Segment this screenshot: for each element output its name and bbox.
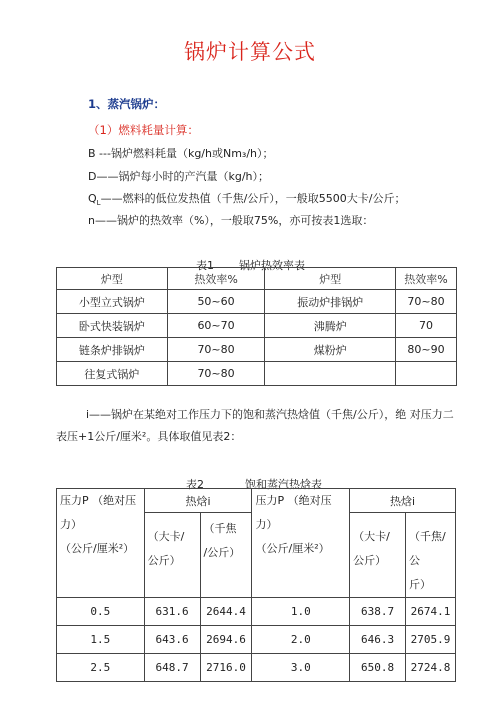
table-cell: 小型立式锅炉 — [57, 290, 168, 314]
table-header-row — [57, 268, 457, 290]
unit-kj-left: （千焦 /公斤） — [200, 513, 252, 598]
table1-caption-title: 锅炉热效率表 — [239, 259, 305, 272]
table-cell: 振动炉排锅炉 — [265, 290, 396, 314]
enthalpy-header-right: 热焓i — [350, 489, 456, 513]
table-cell: 2716.0 — [200, 654, 252, 682]
header-cell: 热效率% — [396, 268, 457, 290]
definition-q — [88, 190, 405, 207]
table-header-row — [57, 489, 456, 513]
header-cell: 炉型 — [265, 268, 396, 290]
table-cell: 1.0 — [252, 598, 350, 626]
table-cell: 50~60 — [167, 290, 265, 314]
table-cell: 70~80 — [167, 338, 265, 362]
table-row — [57, 598, 456, 626]
unit-kcal-right: （大卡/ 公斤） — [350, 513, 406, 598]
unit-kcal-left: （大卡/ 公斤） — [144, 513, 200, 598]
table-cell: 60~70 — [167, 314, 265, 338]
table-cell: 638.7 — [350, 598, 406, 626]
table-cell: 2705.9 — [405, 626, 455, 654]
table-cell: 70~80 — [167, 362, 265, 386]
table-cell: 643.6 — [144, 626, 200, 654]
definition-d: D——锅炉每小时的产汽量（kg/h）； — [88, 170, 269, 183]
table-cell: 0.5 — [57, 598, 145, 626]
enthalpy-paragraph-line2: 表压+1公斤/厘米²。具体取值见表2： — [56, 430, 242, 443]
table-cell: 2.0 — [252, 626, 350, 654]
table-cell: 卧式快装锅炉 — [57, 314, 168, 338]
table-cell: 1.5 — [57, 626, 145, 654]
table-row — [57, 626, 456, 654]
table-row — [57, 290, 457, 314]
table-cell: 650.8 — [350, 654, 406, 682]
enthalpy-paragraph-line1: i——锅炉在某绝对工作压力下的饱和蒸汽热焓值（千焦/公斤），绝 对压力二 — [86, 408, 454, 421]
table-cell: 2674.1 — [405, 598, 455, 626]
unit-kj-right: （千焦/ 公 斤） — [405, 513, 455, 598]
table-cell — [396, 362, 457, 386]
table2-caption-number: 表2 — [186, 478, 204, 491]
q-subscript: L — [96, 199, 101, 208]
table-cell: 链条炉排锅炉 — [57, 338, 168, 362]
table2-caption-title: 饱和蒸汽热焓表 — [245, 478, 322, 491]
definition-b: B ---锅炉燃料耗量（kg/h或Nm₃/h）； — [88, 147, 274, 160]
page-title: 锅炉计算公式 — [184, 40, 316, 64]
table-cell: 2.5 — [57, 654, 145, 682]
table-cell: 70 — [396, 314, 457, 338]
enthalpy-header-left: 热焓i — [144, 489, 252, 513]
definition-n: n——锅炉的热效率（%），一般取75%，亦可按表1选取： — [88, 214, 374, 227]
table-cell: 70~80 — [396, 290, 457, 314]
saturated-steam-enthalpy-table — [56, 488, 456, 682]
table-cell: 2724.8 — [405, 654, 455, 682]
table-cell: 往复式锅炉 — [57, 362, 168, 386]
table-cell: 煤粉炉 — [265, 338, 396, 362]
table-cell: 80~90 — [396, 338, 457, 362]
pressure-header-left: 压力P （绝对压 力） （公斤/厘米²） — [57, 489, 145, 598]
table-cell: 2694.6 — [200, 626, 252, 654]
header-cell: 炉型 — [57, 268, 168, 290]
header-cell: 热效率% — [167, 268, 265, 290]
table-cell: 2644.4 — [200, 598, 252, 626]
table-cell — [265, 362, 396, 386]
table-cell: 沸腾炉 — [265, 314, 396, 338]
table-row — [57, 362, 457, 386]
table-cell: 648.7 — [144, 654, 200, 682]
table-row — [57, 654, 456, 682]
boiler-efficiency-table — [56, 267, 457, 386]
table-row — [57, 314, 457, 338]
q-symbol: Q — [88, 192, 97, 205]
definition-q-text: ——燃料的低位发热值（千焦/公斤），一般取5500大卡/公斤； — [100, 192, 406, 205]
table-row — [57, 338, 457, 362]
table-cell: 646.3 — [350, 626, 406, 654]
pressure-header-right: 压力P （绝对压 力） （公斤/厘米²） — [252, 489, 350, 598]
table1-caption-number: 表1 — [196, 259, 214, 272]
subsection-heading: （1）燃料耗量计算： — [88, 123, 199, 137]
table-cell: 631.6 — [144, 598, 200, 626]
table-cell: 3.0 — [252, 654, 350, 682]
section-heading: 1、蒸汽锅炉： — [88, 97, 166, 111]
